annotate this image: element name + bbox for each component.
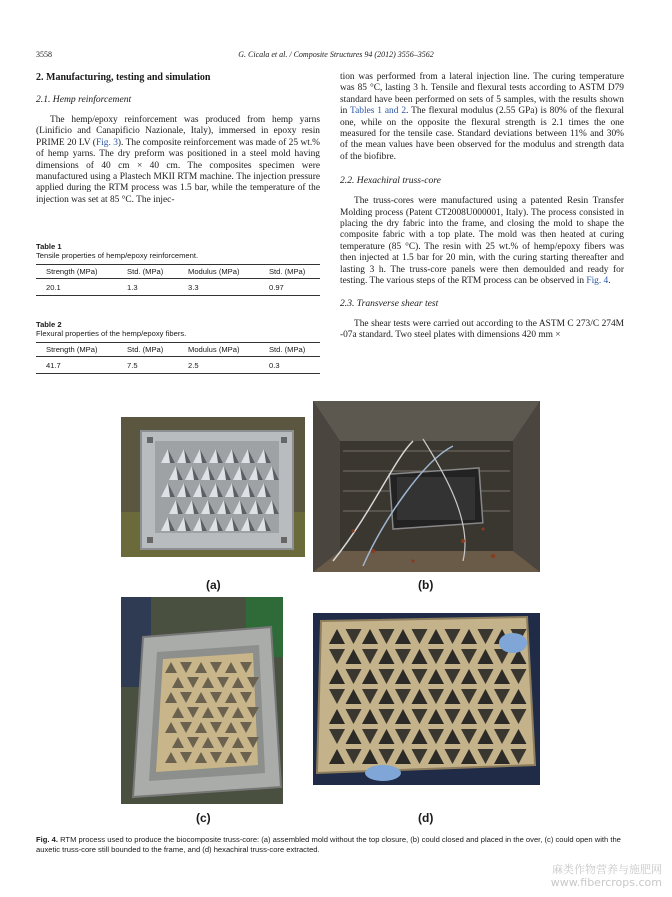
figure-label-c: (c)	[196, 811, 211, 825]
table-header: Std. (MPa)	[117, 343, 178, 357]
table-1	[36, 242, 320, 296]
fig-4-link[interactable]: Fig. 4	[586, 276, 609, 287]
paragraph-continued: tion was performed from a lateral injection line. The curing temperature was 85 °C, lasting 3 h. Tensile and flexural tests according to ASTM D79 standard have been performed on sets of 5 samples, with the results shown in Tables 1 and 2. The flexural modulus (2.55 GPa) is 80% of the flexural one, while on the opposite the flexural strength is 2.1 times the one measured for the tensile case. Standard deviations between 11% and 30% of the mean values have been observed for the modulus and strength data of the biofibre.	[340, 72, 625, 162]
table-1-caption: Tensile properties of hemp/epoxy reinforcement.	[36, 251, 199, 260]
table-cell: 3.3	[178, 279, 259, 296]
table-cell: 0.3	[259, 357, 320, 374]
table-header: Modulus (MPa)	[178, 265, 259, 279]
mold-pyramids-image	[121, 417, 305, 557]
photo-d	[313, 613, 540, 785]
fig-3-link[interactable]: Fig. 3	[95, 137, 118, 148]
table-2-caption: Flexural properties of the hemp/epoxy fibers.	[36, 329, 187, 338]
photo-b	[313, 401, 540, 572]
paragraph-truss: The truss-cores were manufactured using a patented Resin Transfer Molding process (Patent CT2008U000001, Italy). The process consisted in placing the dry fabric into the frame, and closing the mold to shape the composite fabric with a top plate. The mold was then heated at curing temperature (85 °C). The resin with 25 wt.% of hemp/epoxy fibers was then injected at 1.5 bar for 20 min, with the curing starting thereafter and lasting 3 h. The truss-core panels were then demoulded and ready for testing. The various steps of the RTM process can be observed in Fig. 4.	[340, 196, 624, 287]
figure-label-d: (d)	[418, 811, 434, 825]
figure-caption: Fig. 4. RTM process used to produce the biocomposite truss-core: (a) assembled mold without the top closure, (b) could closed and placed in the over, (c) could open with the auxetic truss-core still bounded to the frame, and (d) hexachiral truss-core extracted.	[36, 835, 621, 854]
oven-mold-image	[313, 401, 540, 572]
table-cell: 1.3	[117, 279, 178, 296]
table-header: Strength (MPa)	[36, 265, 117, 279]
figure-label-b: (b)	[418, 578, 434, 592]
table-cell: 2.5	[178, 357, 259, 374]
table-row	[36, 279, 320, 296]
table-2-label: Table 2	[36, 320, 62, 329]
table-1-label: Table 1	[36, 242, 62, 251]
subsection-heading-hemp: 2.1. Hemp reinforcement	[36, 94, 132, 105]
table-row	[36, 357, 320, 374]
running-header: G. Cicala et al. / Composite Structures 94 (2012) 3556–3562	[238, 50, 434, 59]
section-title: 2. Manufacturing, testing and simulation	[36, 72, 211, 83]
table-cell: 0.97	[259, 279, 320, 296]
right-column	[340, 72, 624, 341]
paragraph-shear: The shear tests were carried out according to the ASTM C 273/C 274M -07a standard. Two steel plates with dimensions 420 mm ×	[340, 318, 624, 340]
photo-c	[121, 597, 283, 804]
photo-a	[121, 417, 305, 557]
table-header: Std. (MPa)	[259, 343, 320, 357]
table-header: Modulus (MPa)	[178, 343, 259, 357]
paragraph-hemp: The hemp/epoxy reinforcement was produced from hemp yarns (Linificio and Canapificio Nazionale, Italy), immersed in epoxy resin PRIME 20 LV (Fig. 3). The composite reinforcement was made of 25 wt.% of hemp yarns. The dry preform was positioned in a steel mold having dimensions of 40 cm × 40 cm. The composites specimen were manufactured using a Plastech MKII RTM machine. The injection pressure applied during the RTM process was 1.5 bar, while the temperature of the injection was set at 85 °C. The injec-	[36, 115, 320, 205]
table-2	[36, 320, 320, 374]
table-cell: 41.7	[36, 357, 117, 374]
tables-link[interactable]: Tables 1 and 2	[350, 106, 407, 117]
table-cell: 20.1	[36, 279, 117, 296]
table-header: Std. (MPa)	[259, 265, 320, 279]
truss-core-image	[313, 613, 540, 785]
figure-label-a: (a)	[206, 578, 221, 592]
left-column	[36, 72, 320, 206]
page-number: 3558	[36, 50, 52, 59]
table-header: Strength (MPa)	[36, 343, 117, 357]
open-mold-image	[121, 597, 283, 804]
subsection-heading-shear: 2.3. Transverse shear test	[340, 297, 439, 309]
subsection-heading-truss: 2.2. Hexachiral truss-core	[340, 175, 441, 187]
table-header: Std. (MPa)	[117, 265, 178, 279]
table-cell: 7.5	[117, 357, 178, 374]
watermark: 麻类作物营养与施肥网 www.fibercrops.com	[550, 863, 662, 889]
